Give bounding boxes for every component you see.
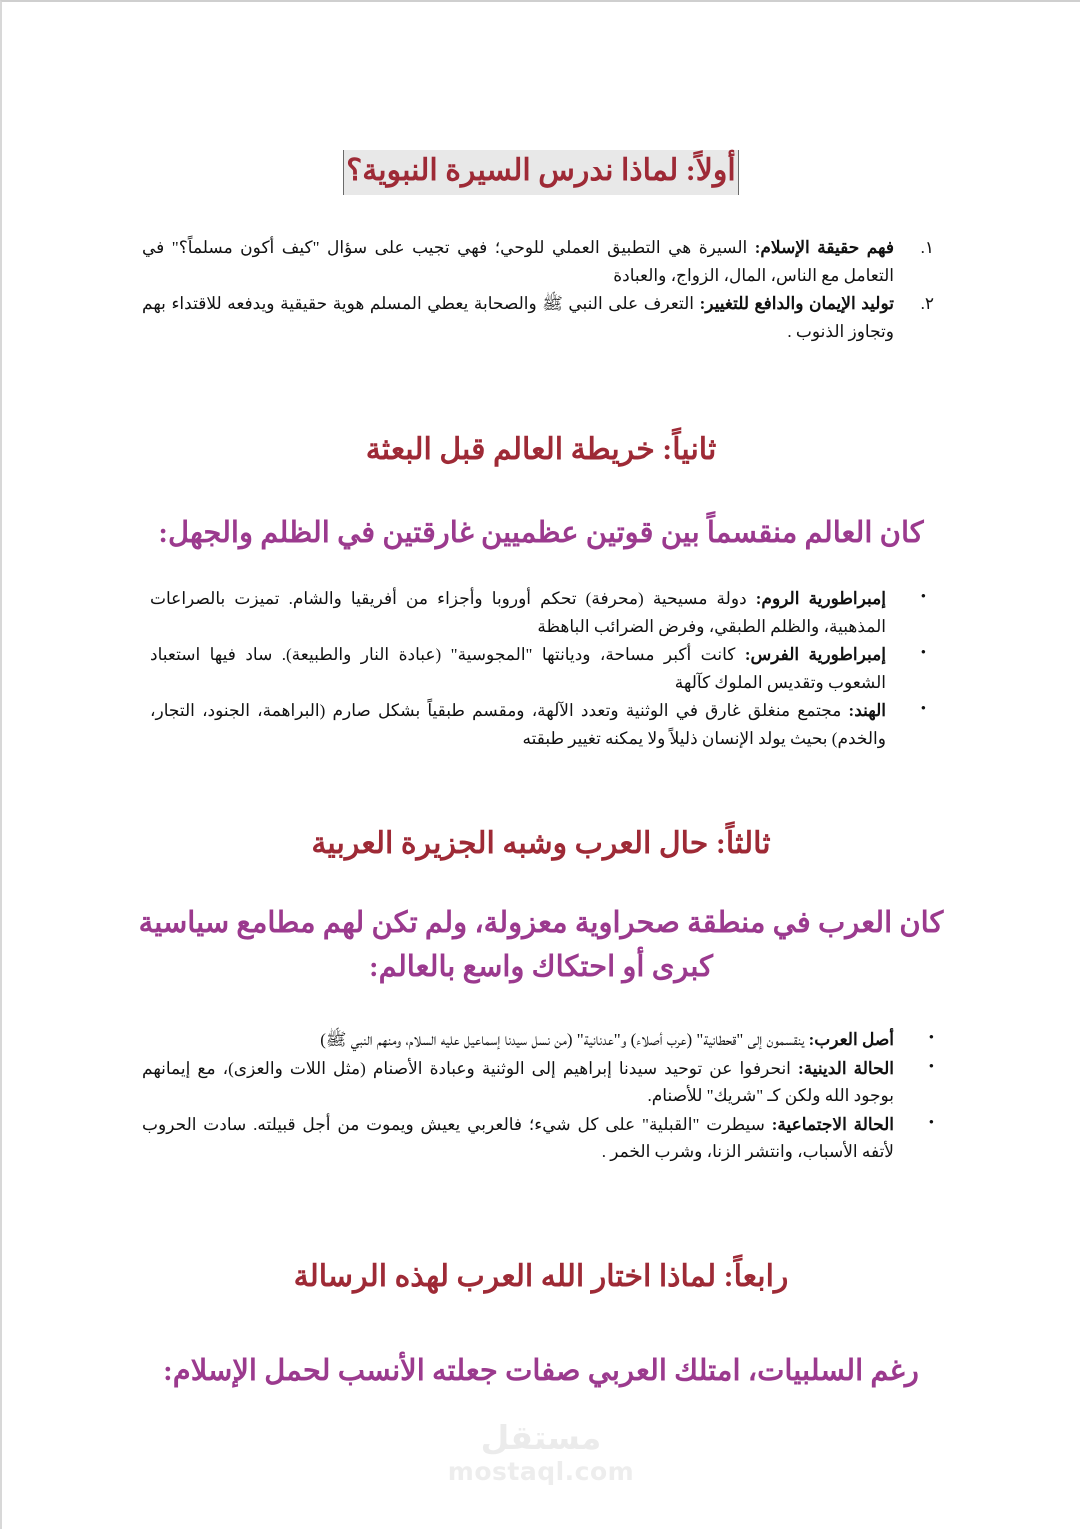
section-1-list <box>142 234 940 346</box>
list-item <box>150 641 932 696</box>
section-3-subheading-wrap <box>2 902 1080 989</box>
list-item-lead: الهند: <box>848 701 886 721</box>
watermark-arabic-logo: مستقل <box>480 1418 602 1457</box>
list-item <box>142 290 940 345</box>
bullet-icon: • <box>928 1114 934 1131</box>
list-item <box>150 585 932 640</box>
bullet-icon: • <box>920 645 926 662</box>
section-2-heading-wrap <box>2 430 1080 471</box>
list-marker: ١. <box>920 238 934 257</box>
bullet-icon: • <box>920 701 926 718</box>
list-item-lead: فهم حقيقة الإسلام: <box>754 238 894 257</box>
watermark <box>2 1420 1080 1487</box>
list-item-lead: إمبراطورية الفرس: <box>744 645 886 665</box>
section-1-heading <box>142 150 940 195</box>
bullet-icon: • <box>928 1058 934 1075</box>
list-item <box>142 234 940 289</box>
list-item-lead: توليد الإيمان والدافع للتغيير: <box>699 294 894 314</box>
section-2-list <box>150 585 932 753</box>
list-item-text: انحرفوا عن توحيد سيدنا إبراهيم إلى الوثنية وعبادة الأصنام (مثل اللات والعزى)، مع إيمانهم بوجود الله ولكن كـ "شريك" للأصنام. <box>142 1058 894 1106</box>
watermark-domain: mostaql.com <box>447 1457 635 1487</box>
section-3-heading: ثالثاً: حال العرب وشبه الجزيرة العربية <box>311 827 771 860</box>
list-item-lead: الحالة الاجتماعية: <box>771 1114 894 1134</box>
section-1-heading-wrap <box>2 150 1080 195</box>
section-4-subheading: رغم السلبيات، امتلك العربي صفات جعلته الأنسب لحمل الإسلام: <box>163 1355 919 1387</box>
section-4-subheading-wrap <box>2 1350 1080 1394</box>
list-item-text: سيطرت "القبلية" على كل شيء؛ فالعربي يعيش ويموت من أجل قبيلته. سادت الحروب لأتفه الأسباب، وانتشر الزنا، وشرب الخمر . <box>142 1114 894 1162</box>
list-item <box>150 697 932 752</box>
list-item-text: كانت أكبر مساحة، وديانتها "المجوسية" (عبادة النار والطبيعة). ساد فيها استعباد الشعوب وتقديس الملوك كآلهة <box>150 645 886 692</box>
list-item-text: دولة مسيحية (محرفة) تحكم أوروبا وأجزاء من أفريقيا والشام. تميزت بالصراعات المذهبية، والظلم الطبقي، وفرض الضرائب الباهظة <box>150 589 886 636</box>
bullet-icon: • <box>920 589 926 605</box>
section-3-subheading: كان العرب في منطقة صحراوية معزولة، ولم تكن لهم مطامع سياسية كبرى أو احتكاك واسع بالعالم: <box>138 907 944 983</box>
section-2-subheading-wrap <box>2 512 1080 556</box>
list-item-text: التعرف على النبي ﷺ والصحابة يعطي المسلم هوية حقيقية ويدفعه للاقتداء بهم وتجاوز الذنوب . <box>142 294 894 341</box>
list-item-lead: إمبراطورية الروم: <box>755 589 886 608</box>
section-2-heading: ثانياً: خريطة العالم قبل البعثة <box>365 433 717 466</box>
list-item <box>142 1111 940 1166</box>
list-marker: ٢. <box>920 294 934 314</box>
list-item-lead: أصل العرب: <box>808 1030 894 1049</box>
list-item <box>142 1055 940 1110</box>
list-item-text: ينقسمون إلى "قحطانية" (عرب أصلاء) و"عدنانية" (من نسل سيدنا إسماعيل عليه السلام، ومنهم النبي ﷺ) <box>320 1030 809 1049</box>
list-item-lead: الحالة الدينية: <box>797 1058 894 1078</box>
section-3-heading-wrap <box>2 824 1080 865</box>
section-4-heading-wrap <box>2 1257 1080 1298</box>
section-1-heading-text: أولاً: لماذا ندرس السيرة النبوية؟ <box>343 150 738 195</box>
list-item <box>142 1026 940 1054</box>
section-4-heading: رابعاً: لماذا اختار الله العرب لهذه الرسالة <box>293 1260 789 1293</box>
list-item-text: مجتمع منغلق غارق في الوثنية وتعدد الآلهة، ومقسم طبقياً بشكل صارم (البراهمة، الجنود، التجار، والخدم) بحيث يولد الإنسان ذليلاً ولا يمكنه تغيير طبقته <box>150 701 886 748</box>
section-3-list <box>142 1026 940 1167</box>
bullet-icon: • <box>928 1030 934 1046</box>
section-2-subheading: كان العالم منقسماً بين قوتين عظميين غارقتين في الظلم والجهل: <box>158 517 924 549</box>
list-item-text: السيرة هي التطبيق العملي للوحي؛ فهي تجيب على سؤال "كيف أكون مسلماً؟" في التعامل مع الناس، المال، الزواج، والعبادة <box>142 238 894 285</box>
